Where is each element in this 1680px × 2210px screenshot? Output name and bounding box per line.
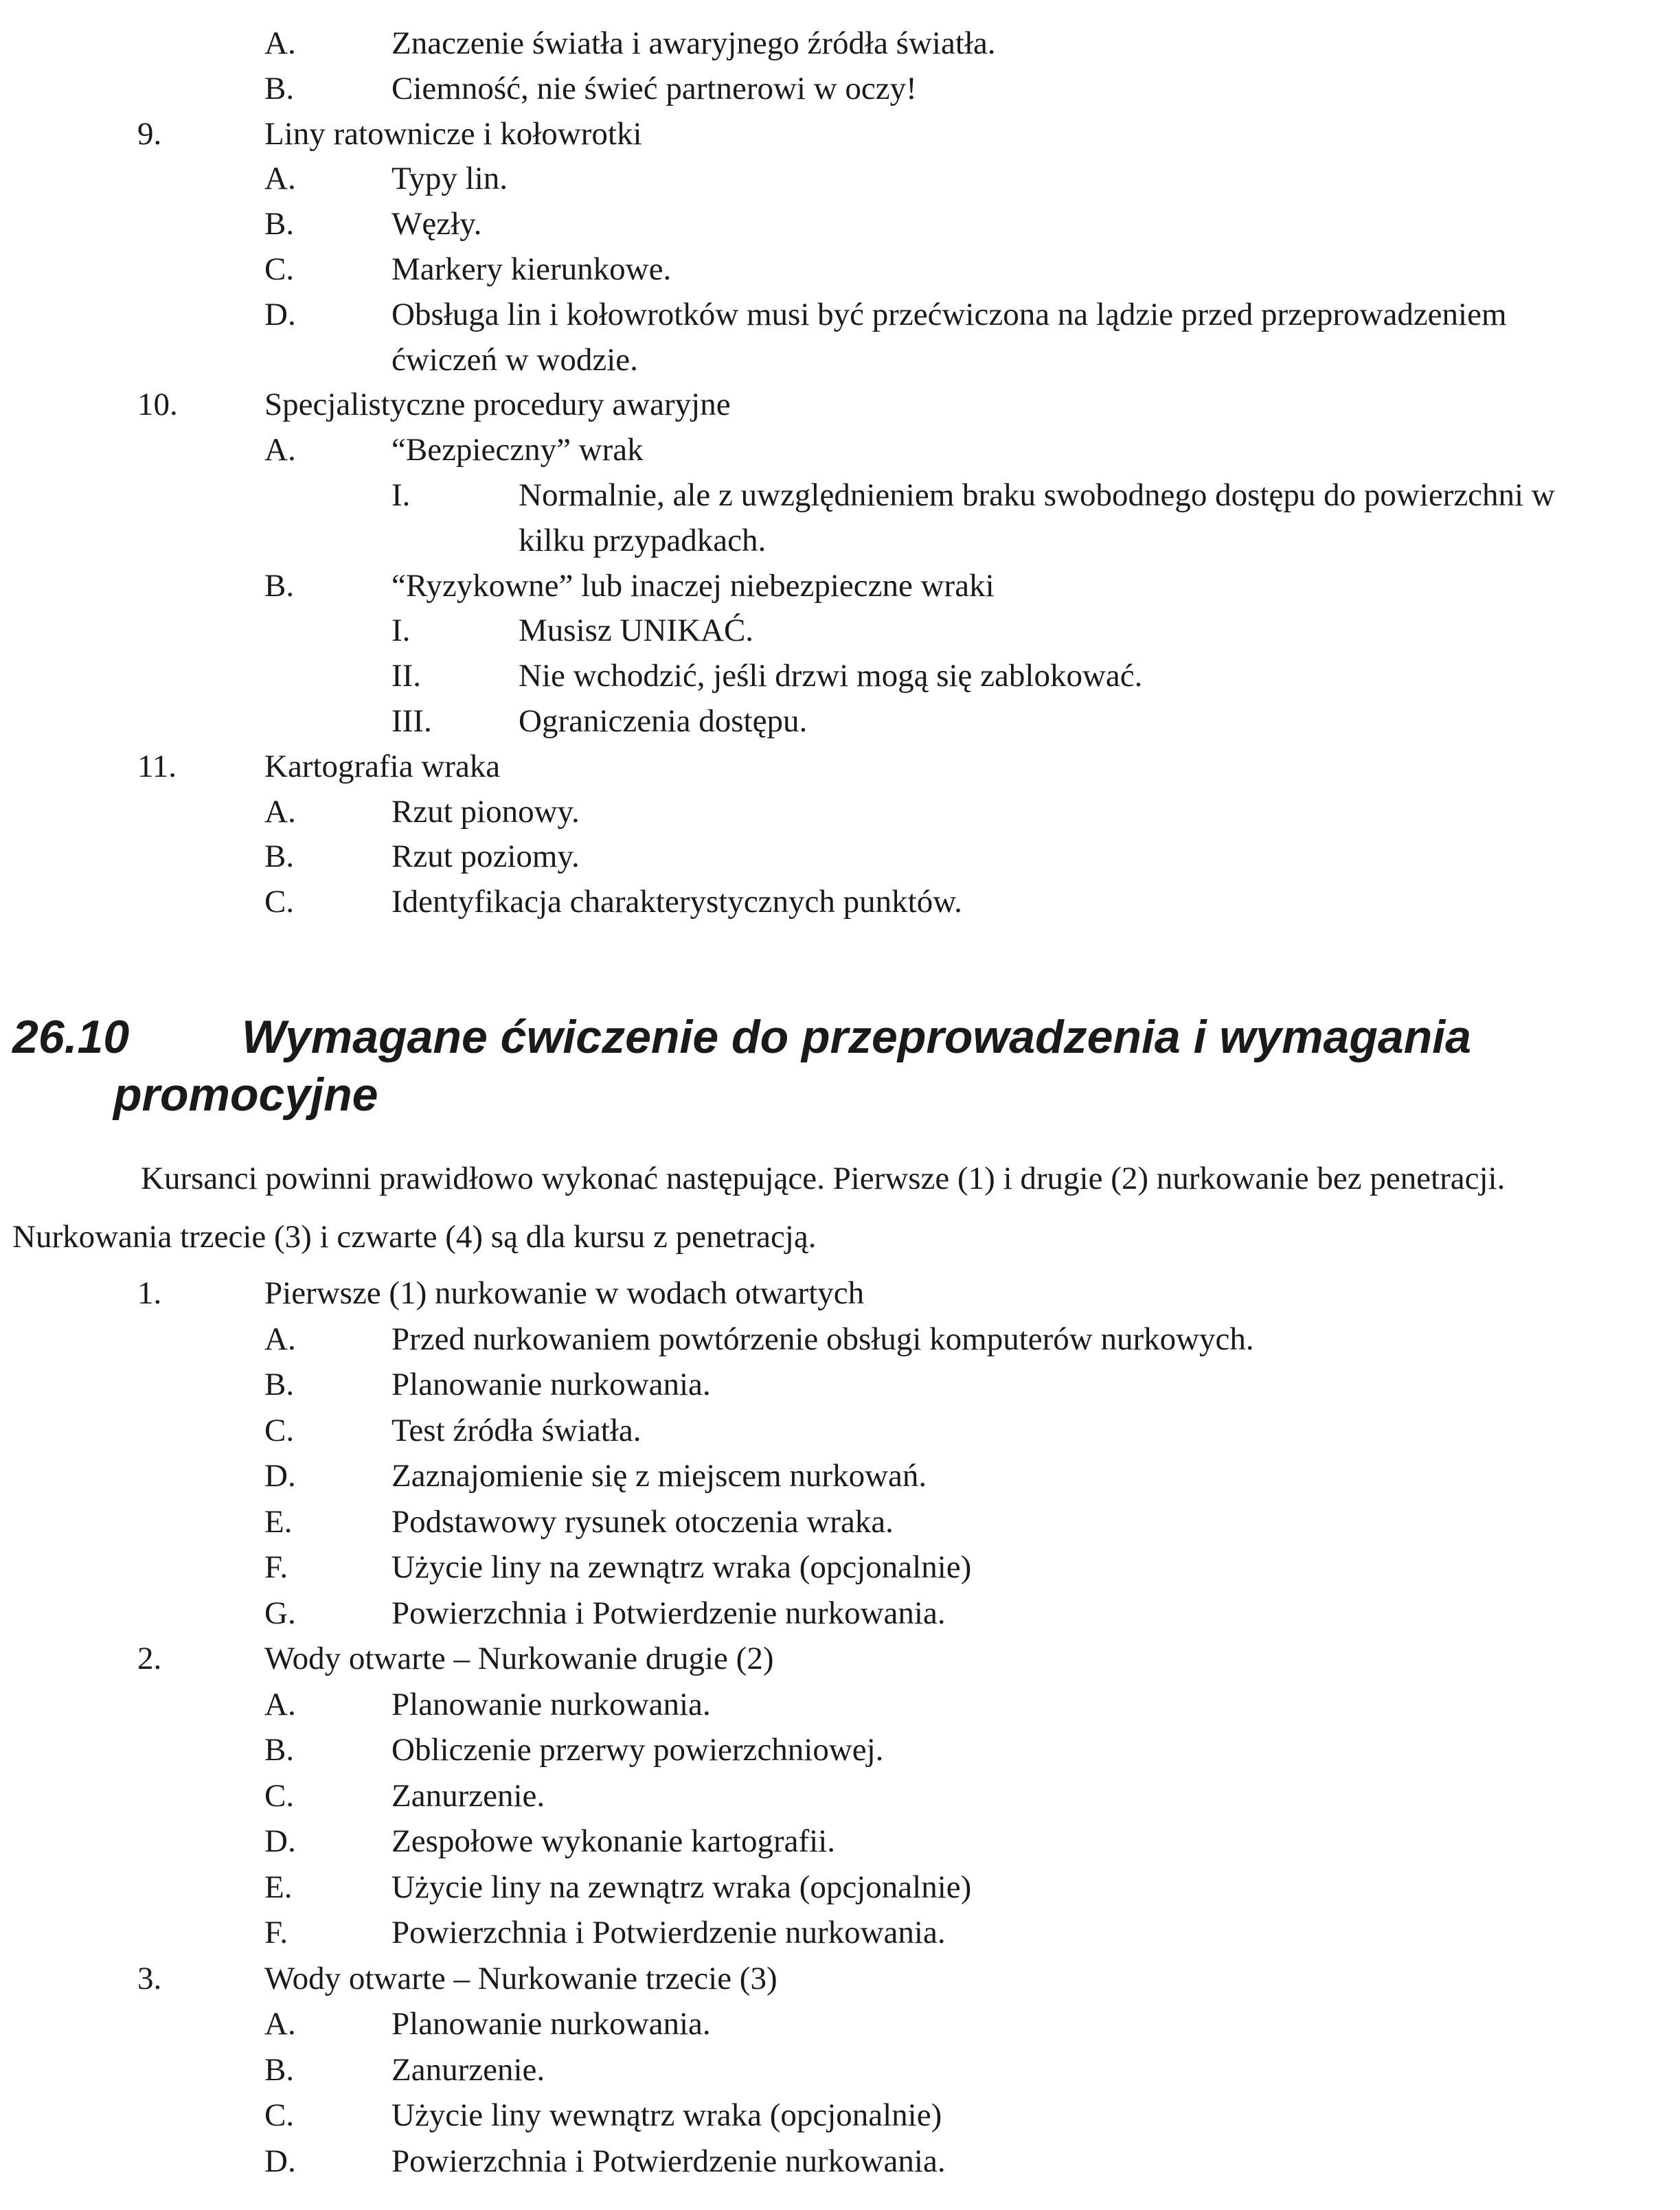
list-item-marker: A. [264, 793, 296, 830]
list-item-text: Węzły. [391, 206, 482, 242]
list-item-text: Zanurzenie. [391, 2051, 545, 2088]
list-item-text: Identyfikacja charakterystycznych punktów. [391, 884, 962, 920]
section-number: 26.10 [12, 1011, 130, 1063]
list-item-text: Obliczenie przerwy powierzchniowej. [391, 1732, 884, 1768]
list-item-text: Powierzchnia i Potwierdzenie nurkowania. [391, 2143, 946, 2179]
list-item-marker: C. [264, 1412, 295, 1448]
list-item-text: Ograniczenia dostępu. [519, 703, 808, 739]
list-item-marker: C. [264, 251, 295, 287]
list-item-marker: D. [264, 1823, 296, 1859]
list-item-text: Powierzchnia i Potwierdzenie nurkowania. [391, 1595, 946, 1631]
list-item-text: Wody otwarte – Nurkowanie drugie (2) [264, 1641, 774, 1676]
list-item-marker: C. [264, 1777, 295, 1814]
list-item-marker: D. [264, 2143, 296, 2179]
list-item-text: “Ryzykowne” lub inaczej niebezpieczne wraki [391, 567, 995, 604]
list-item-text: kilku przypadkach. [519, 522, 767, 558]
list-item-marker: A. [264, 161, 296, 197]
list-item-marker: I. [391, 613, 411, 649]
list-item-text: Zespołowe wykonanie kartografii. [391, 1823, 836, 1859]
list-item-marker: B. [264, 206, 295, 242]
list-item-marker: A. [264, 1686, 296, 1722]
list-item-text: Kartografia wraka [264, 748, 501, 784]
list-item-marker: 1. [137, 1275, 162, 1311]
intro-paragraph-line1: Kursanci powinni prawidłowo wykonać następujące. Pierwsze (1) i drugie (2) nurkowanie bez penetracji. [141, 1161, 1506, 1196]
list-item-text: Normalnie, ale z uwzględnieniem braku swobodnego dostępu do powierzchni w [519, 477, 1555, 513]
list-item-marker: B. [264, 567, 295, 604]
list-item-text: Przed nurkowaniem powtórzenie obsługi komputerów nurkowych. [391, 1321, 1254, 1357]
list-item-marker: 11. [137, 748, 177, 784]
section-title-line1: Wymagane ćwiczenie do przeprowadzenia i wymagania [242, 1011, 1471, 1063]
list-item-marker: B. [264, 1367, 295, 1402]
list-item-text: Planowanie nurkowania. [391, 1367, 711, 1402]
list-item-marker: C. [264, 2097, 295, 2133]
list-item-text: Wody otwarte – Nurkowanie trzecie (3) [264, 1960, 777, 1996]
list-item-text: Obsługa lin i kołowrotków musi być przećwiczona na lądzie przed przeprowadzeniem [391, 296, 1507, 332]
list-item-marker: A. [264, 1321, 296, 1357]
list-item-text: Powierzchnia i Potwierdzenie nurkowania. [391, 1915, 946, 1950]
list-item-text: Musisz UNIKAĆ. [519, 613, 754, 649]
list-item-marker: II. [391, 658, 422, 694]
list-item-text: Test źródła światła. [391, 1412, 642, 1448]
intro-paragraph-line2: Nurkowania trzecie (3) i czwarte (4) są dla kursu z penetracją. [12, 1219, 817, 1255]
list-item-marker: D. [264, 296, 296, 332]
list-item-marker: III. [391, 703, 432, 739]
list-item-text: Ciemność, nie świeć partnerowi w oczy! [391, 70, 917, 106]
list-item-text: Użycie liny wewnątrz wraka (opcjonalnie) [391, 2097, 942, 2133]
list-item-text: Użycie liny na zewnątrz wraka (opcjonalnie) [391, 1549, 972, 1585]
list-item-text: Planowanie nurkowania. [391, 1686, 711, 1722]
list-item-marker: F. [264, 1915, 288, 1950]
list-item-marker: 3. [137, 1960, 162, 1996]
list-item-text: Podstawowy rysunek otoczenia wraka. [391, 1503, 894, 1540]
list-item-text: Znaczenie światła i awaryjnego źródła światła. [391, 25, 996, 61]
list-item-marker: B. [264, 70, 295, 106]
list-item-marker: G. [264, 1595, 296, 1631]
list-item-text: Rzut poziomy. [391, 839, 580, 875]
list-item-marker: E. [264, 1869, 293, 1905]
list-item-marker: 9. [137, 115, 162, 152]
list-item-text: Użycie liny na zewnątrz wraka (opcjonalnie) [391, 1869, 972, 1905]
list-item-marker: B. [264, 2051, 295, 2088]
list-item-marker: F. [264, 1549, 288, 1585]
list-item-text: Nie wchodzić, jeśli drzwi mogą się zablokować. [519, 658, 1143, 694]
section-title-line2: promocyjne [113, 1069, 378, 1121]
list-item-text: Specjalistyczne procedury awaryjne [264, 387, 731, 423]
list-item-marker: C. [264, 884, 295, 920]
list-item-text: Liny ratownicze i kołowrotki [264, 115, 642, 152]
list-item-marker: 2. [137, 1641, 162, 1676]
list-item-marker: A. [264, 432, 296, 468]
list-item-text: Pierwsze (1) nurkowanie w wodach otwartych [264, 1275, 865, 1311]
list-item-text: Rzut pionowy. [391, 793, 580, 830]
list-item-marker: E. [264, 1503, 293, 1540]
list-item-marker: D. [264, 1458, 296, 1494]
list-item-text: “Bezpieczny” wrak [391, 432, 644, 468]
list-item-marker: B. [264, 839, 295, 875]
list-item-text: Zaznajomienie się z miejscem nurkowań. [391, 1458, 927, 1494]
list-item-marker: A. [264, 25, 296, 61]
list-item-marker: 10. [137, 387, 178, 423]
list-item-text: Planowanie nurkowania. [391, 2006, 711, 2042]
list-item-marker: B. [264, 1732, 295, 1768]
list-item-marker: I. [391, 477, 411, 513]
list-item-text: Zanurzenie. [391, 1777, 545, 1814]
list-item-text: ćwiczeń w wodzie. [391, 341, 638, 378]
list-item-marker: A. [264, 2006, 296, 2042]
list-item-text: Markery kierunkowe. [391, 251, 672, 287]
list-item-text: Typy lin. [391, 161, 508, 197]
